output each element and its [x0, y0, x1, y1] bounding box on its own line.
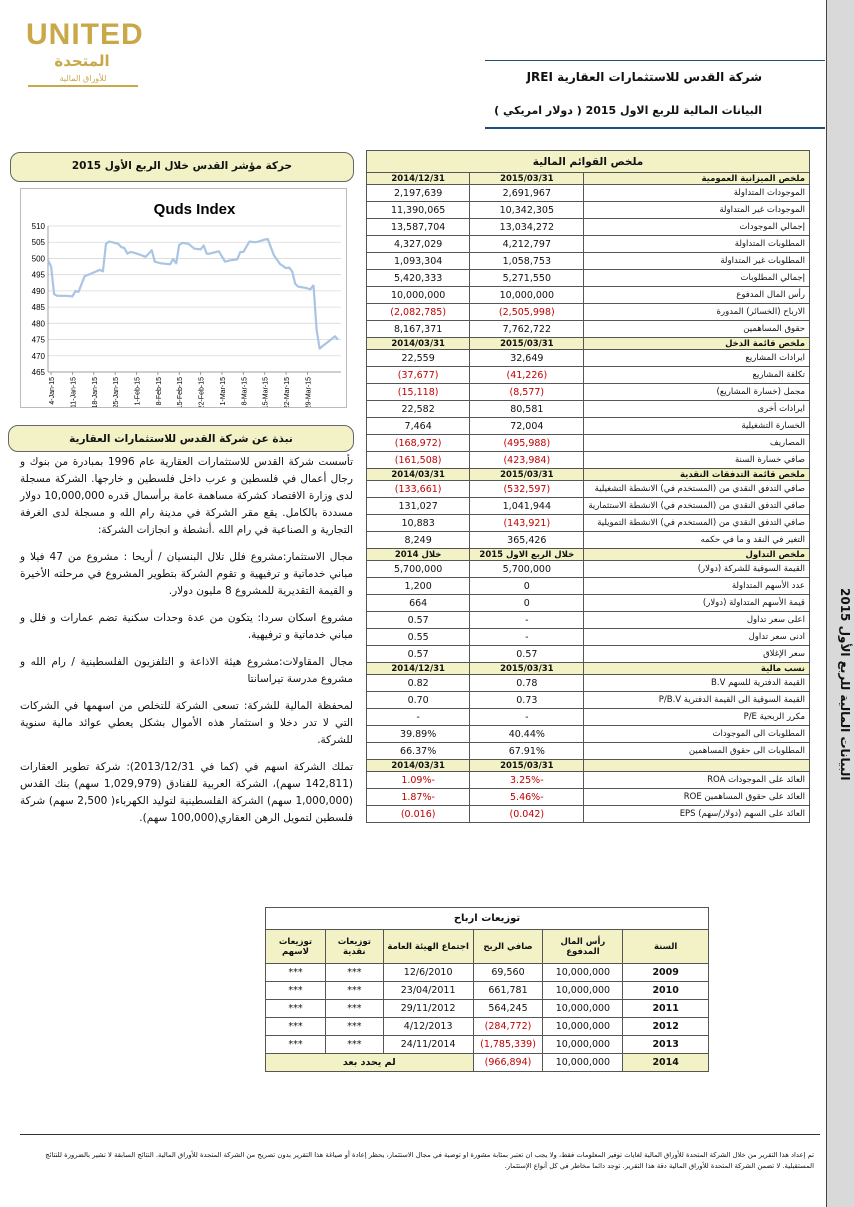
summary-block-header: [367, 760, 810, 772]
row-label: سعر الإغلاق: [584, 646, 810, 663]
block-col-previous: 2014/03/31: [367, 338, 470, 350]
summary-row: [367, 253, 810, 270]
summary-row: [367, 726, 810, 743]
block-col-current: 2015/03/31: [470, 469, 584, 481]
x-tick-label: 29-Mar-15: [305, 377, 313, 407]
row-value-current: (2,505,998): [470, 304, 584, 321]
summary-row: [367, 692, 810, 709]
row-value-previous: 0.82: [367, 675, 470, 692]
block-col-previous: 2014/12/31: [367, 663, 470, 675]
dividend-meeting: 29/11/2012: [383, 1000, 473, 1018]
about-contracting: مجال المقاولات:مشروع هيئة الاذاعة و التلفزيون الفلسطينية / رام الله و مشروع مدرسة تيراسانتا: [20, 656, 353, 685]
summary-row: [367, 304, 810, 321]
summary-row: [367, 481, 810, 498]
summary-row: [367, 401, 810, 418]
x-tick-label: 1-Mar-15: [219, 377, 227, 406]
summary-row: [367, 321, 810, 338]
dividend-year: 2010: [623, 982, 709, 1000]
summary-row: [367, 202, 810, 219]
row-label: الموجودات المتداولة: [584, 185, 810, 202]
summary-block-header: [367, 338, 810, 350]
row-label: قيمة الأسهم المتداولة (دولار): [584, 595, 810, 612]
row-label: صافي خسارة السنة: [584, 452, 810, 469]
row-label: عدد الأسهم المتداولة: [584, 578, 810, 595]
y-tick-label: 495: [31, 270, 45, 280]
row-value-previous: -1.87%: [367, 789, 470, 806]
row-value-previous: (0.016): [367, 806, 470, 823]
dividend-profit: 564,245: [473, 1000, 543, 1018]
dividend-cash: ***: [325, 982, 383, 1000]
row-label: رأس المال المدفوع: [584, 287, 810, 304]
row-label: تكلفة المشاريع: [584, 367, 810, 384]
summary-row: [367, 350, 810, 367]
summary-row: [367, 675, 810, 692]
dividends-body: [266, 964, 709, 1072]
row-label: القيمة السوقية للشركة (دولار): [584, 561, 810, 578]
row-value-current: (143,921): [470, 515, 584, 532]
row-value-previous: 0.55: [367, 629, 470, 646]
block-col-current: 2015/03/31: [470, 663, 584, 675]
summary-row: [367, 515, 810, 532]
row-value-current: (0.042): [470, 806, 584, 823]
row-value-previous: 0.57: [367, 612, 470, 629]
logo-wordmark: UNITED: [26, 18, 144, 51]
row-value-previous: 39.89%: [367, 726, 470, 743]
dividend-year: 2014: [623, 1054, 709, 1072]
summary-row: [367, 498, 810, 515]
x-tick-label: 8-Feb-15: [155, 377, 163, 406]
row-value-current: 5,700,000: [470, 561, 584, 578]
series-line: [48, 239, 314, 296]
summary-row: [367, 578, 810, 595]
dividend-row: [266, 982, 709, 1000]
summary-row: [367, 219, 810, 236]
dividend-stock: ***: [266, 1036, 326, 1054]
row-label: ادنى سعر تداول: [584, 629, 810, 646]
dividend-row-latest: [266, 1054, 709, 1072]
dividend-cash: ***: [325, 1018, 383, 1036]
dividend-cash: ***: [325, 1036, 383, 1054]
block-title: ملخص قائمة الدخل: [584, 338, 810, 350]
summary-block-header: [367, 663, 810, 675]
x-tick-label: 8-Mar-15: [241, 377, 249, 406]
x-tick-label: 22-Feb-15: [198, 377, 206, 407]
row-value-previous: 1,093,304: [367, 253, 470, 270]
footer-divider: [20, 1134, 820, 1135]
summary-block-header: [367, 469, 810, 481]
summary-row: [367, 743, 810, 760]
row-label: إجمالي الموجودات: [584, 219, 810, 236]
summary-row: [367, 789, 810, 806]
row-label: المصاريف: [584, 435, 810, 452]
dividend-meeting: 12/6/2010: [383, 964, 473, 982]
row-value-previous: 0.70: [367, 692, 470, 709]
row-value-current: 7,762,722: [470, 321, 584, 338]
y-tick-label: 480: [31, 319, 45, 329]
quds-index-chart: [20, 188, 347, 408]
x-tick-label: 15-Feb-15: [177, 377, 185, 407]
row-value-previous: (133,661): [367, 481, 470, 498]
x-tick-label: 15-Mar-15: [262, 377, 270, 407]
row-label: إجمالي المطلوبات: [584, 270, 810, 287]
row-label: المطلوبات الى الموجودات: [584, 726, 810, 743]
subtitle-divider: [485, 127, 825, 129]
row-value-current: 67.91%: [470, 743, 584, 760]
row-value-current: 10,000,000: [470, 287, 584, 304]
row-value-current: 10,342,305: [470, 202, 584, 219]
summary-body: [367, 173, 810, 823]
row-label: اعلى سعر تداول: [584, 612, 810, 629]
about-intro: تأسست شركة القدس للاستثمارات العقارية عام 1996 بمبادرة من بنوك و رجال أعمال في فلسطين و عرب داخل فلسطين و خارجها. الشركة مسجلة لدى وزارة الاقتصاد كشركة مساهمة عامة برأسمال قدره 10,000,000 دولار مسددة بالكامل. يقع مقر الشركة في مدينة رام الله و مسجلة لدى الغرفة التجارية و الصناعية في رام الله .أنشطة و انجازات الشركة:: [20, 456, 353, 536]
disclaimer-text: تم إعداد هذا التقرير من خلال الشركة المتحدة للأوراق المالية لغايات توفير المعلومات فقط، ولا يجب ان تعتبر بمثابة مشورة او توصية في مجال الاستثمار، يحظر إعادة أو صياغة هذا التقرير بدون تصريح من الشركة المتحدة للأوراق المالية. النتائج السابقة لا تشير بالضرورة للنتائج المستقبلية. لا تضمن الشركة المتحدة للأوراق المالية دقة هذا التقرير. توجد دائما مخاطر في كل أنواع الإستثمار.: [45, 1151, 814, 1170]
dividend-year: 2013: [623, 1036, 709, 1054]
block-col-current: 2015/03/31: [470, 338, 584, 350]
chart-svg: [21, 189, 346, 407]
block-col-current: خلال الربع الاول 2015: [470, 549, 584, 561]
about-holdings: تملك الشركة اسهم في (كما في 2013/12/31): شركة تطوير العقارات (142,811 سهم)، الشركة العربية للفنادق (1,029,979 سهم) بنك القدس (1,000,000 سهم) الشركة الفلسطينية لتوليد الكهرباء( 2,500 سهم) شركة فلسطين لتمويل الرهن العقاري(100,000 سهم).: [20, 761, 354, 824]
row-value-current: 0.57: [470, 646, 584, 663]
row-value-previous: (2,082,785): [367, 304, 470, 321]
row-value-current: (423,984): [470, 452, 584, 469]
row-value-current: 4,212,797: [470, 236, 584, 253]
dividend-row: [266, 1018, 709, 1036]
summary-row: [367, 532, 810, 549]
x-tick-label: 4-Jan-15: [49, 377, 57, 405]
dividend-profit: (966,894): [473, 1054, 543, 1072]
row-value-previous: 66.37%: [367, 743, 470, 760]
row-value-current: 80,581: [470, 401, 584, 418]
block-title: نسب مالية: [584, 663, 810, 675]
row-value-previous: 664: [367, 595, 470, 612]
row-value-previous: 4,327,029: [367, 236, 470, 253]
dividend-row: [266, 964, 709, 982]
y-tick-label: 510: [31, 222, 45, 231]
dividend-stock: ***: [266, 964, 326, 982]
y-tick-label: 485: [31, 303, 45, 313]
dividend-cash: ***: [325, 964, 383, 982]
row-value-previous: (37,677): [367, 367, 470, 384]
page-title: شركة القدس للاستثمارات العقارية JREI: [526, 70, 762, 84]
x-tick-label: 1-Feb-15: [134, 377, 142, 406]
summary-row: [367, 384, 810, 401]
dividend-cash: ***: [325, 1000, 383, 1018]
block-col-previous: 2014/03/31: [367, 760, 470, 772]
row-value-current: -3.25%: [470, 772, 584, 789]
summary-row: [367, 418, 810, 435]
chart-title: Quds Index: [153, 201, 236, 218]
row-label: الارباح (الخسائر) المدورة: [584, 304, 810, 321]
row-label: الموجودات غير المتداولة: [584, 202, 810, 219]
row-label: حقوق المساهمين: [584, 321, 810, 338]
series-line: [314, 285, 338, 349]
dividend-capital: 10,000,000: [543, 1036, 623, 1054]
summary-block-header: [367, 549, 810, 561]
row-label: التغير في النقد و ما في حكمه: [584, 532, 810, 549]
dividend-year: 2011: [623, 1000, 709, 1018]
row-label: صافي التدفق النقدي من (المستخدم في) الانشطة التشغيلية: [584, 481, 810, 498]
row-value-current: 40.44%: [470, 726, 584, 743]
block-title: ملخص الميزانية العمومية: [584, 173, 810, 185]
x-tick-label: 25-Jan-15: [113, 377, 121, 407]
row-value-current: 0.78: [470, 675, 584, 692]
dividend-capital: 10,000,000: [543, 1000, 623, 1018]
col-cash-dividends: توزيعات نقدية: [325, 930, 383, 964]
row-value-current: 365,426: [470, 532, 584, 549]
x-tick-label: 18-Jan-15: [91, 377, 99, 407]
chart-section-title: حركة مؤشر القدس خلال الربع الأول 2015: [10, 152, 354, 182]
row-value-current: (532,597): [470, 481, 584, 498]
row-value-previous: 5,700,000: [367, 561, 470, 578]
row-label: ايرادات المشاريع: [584, 350, 810, 367]
col-general-assembly: اجتماع الهيئة العامة: [383, 930, 473, 964]
company-logo: [18, 18, 144, 90]
x-tick-label: 11-Jan-15: [70, 377, 78, 407]
row-value-previous: (168,972): [367, 435, 470, 452]
row-value-previous: 10,883: [367, 515, 470, 532]
row-value-current: 32,649: [470, 350, 584, 367]
row-value-previous: 11,390,065: [367, 202, 470, 219]
row-label: القيمة الدفترية للسهم B.V: [584, 675, 810, 692]
row-label: صافي التدفق النقدي من (المستخدم في) الانشطة التمويلية: [584, 515, 810, 532]
y-tick-label: 500: [31, 254, 45, 264]
summary-row: [367, 806, 810, 823]
summary-row: [367, 270, 810, 287]
block-col-current: 2015/03/31: [470, 760, 584, 772]
row-value-previous: 8,167,371: [367, 321, 470, 338]
row-value-previous: 5,420,333: [367, 270, 470, 287]
dividend-pending: لم يحدد بعد: [266, 1054, 474, 1072]
about-portfolio: لمحفظة المالية للشركة: تسعى الشركة للتخلص من اسهمها في الشركات التي لا تدر دخلا و استثمار هذه الأموال بشكل يعطي عوائد مالية سنوية للشركة.: [20, 700, 353, 746]
row-value-current: -: [470, 709, 584, 726]
row-value-current: 1,058,753: [470, 253, 584, 270]
row-value-previous: (161,508): [367, 452, 470, 469]
row-value-previous: -: [367, 709, 470, 726]
row-value-current: 0: [470, 578, 584, 595]
y-tick-label: 470: [31, 351, 45, 361]
summary-row: [367, 287, 810, 304]
row-value-previous: 22,582: [367, 401, 470, 418]
row-label: مجمل (خسارة المشاريع): [584, 384, 810, 401]
row-value-current: -5.46%: [470, 789, 584, 806]
col-net-profit: صافي الربح: [473, 930, 543, 964]
row-value-current: 72,004: [470, 418, 584, 435]
side-vertical-title: البيانات المالية للربع الأول 2015: [838, 587, 852, 780]
row-label: العائد على السهم (دولار/سهم) EPS: [584, 806, 810, 823]
col-capital: رأس المال المدفوع: [543, 930, 623, 964]
row-label: المطلوبات الى حقوق المساهمين: [584, 743, 810, 760]
logo-subtitle: للأوراق المالية: [28, 74, 138, 87]
about-section-title: نبذة عن شركة القدس للاستثمارات العقارية: [8, 425, 354, 452]
row-value-current: 0: [470, 595, 584, 612]
col-stock-dividends: توزيعات لاسهم: [266, 930, 326, 964]
dividend-capital: 10,000,000: [543, 982, 623, 1000]
row-value-previous: 10,000,000: [367, 287, 470, 304]
dividend-profit: 661,781: [473, 982, 543, 1000]
row-value-previous: 2,197,639: [367, 185, 470, 202]
dividend-profit: (284,772): [473, 1018, 543, 1036]
row-value-previous: -1.09%: [367, 772, 470, 789]
summary-row: [367, 595, 810, 612]
dividend-year: 2012: [623, 1018, 709, 1036]
dividend-meeting: 4/12/2013: [383, 1018, 473, 1036]
summary-row: [367, 561, 810, 578]
row-label: القيمة السوقية الى القيمة الدفترية P/B.V: [584, 692, 810, 709]
dividends-title: توزيعات ارباح: [266, 908, 709, 930]
summary-row: [367, 629, 810, 646]
financial-summary-table: [366, 150, 810, 823]
row-value-current: (41,226): [470, 367, 584, 384]
row-value-current: 5,271,550: [470, 270, 584, 287]
summary-row: [367, 772, 810, 789]
row-value-previous: 1,200: [367, 578, 470, 595]
y-tick-label: 465: [31, 368, 45, 377]
summary-row: [367, 709, 810, 726]
dividend-stock: ***: [266, 1000, 326, 1018]
block-col-current: 2015/03/31: [470, 173, 584, 185]
row-label: الخسارة التشغيلية: [584, 418, 810, 435]
summary-block-header: [367, 173, 810, 185]
about-text: [20, 454, 353, 837]
about-housing: مشروع اسكان سردا: يتكون من عدة وحدات سكنية تضم عمارات و فلل و مباني خدماتية و ترفيهية.: [20, 612, 353, 641]
dividend-profit: 69,560: [473, 964, 543, 982]
dividend-capital: 10,000,000: [543, 1054, 623, 1072]
summary-row: [367, 612, 810, 629]
row-value-previous: 7,464: [367, 418, 470, 435]
summary-title: ملخص القوائم المالية: [367, 151, 810, 173]
row-value-current: 0.73: [470, 692, 584, 709]
row-value-current: (495,988): [470, 435, 584, 452]
row-value-current: 1,041,944: [470, 498, 584, 515]
dividend-meeting: 24/11/2014: [383, 1036, 473, 1054]
block-col-previous: 2014/03/31: [367, 469, 470, 481]
row-value-previous: 0.57: [367, 646, 470, 663]
dividend-row: [266, 1036, 709, 1054]
dividend-profit: (1,785,339): [473, 1036, 543, 1054]
x-tick-label: 22-Mar-15: [284, 377, 292, 407]
page-subtitle: البيانات المالية للربع الاول 2015 ( دولار امريكي ): [494, 104, 762, 117]
y-tick-label: 505: [31, 238, 45, 248]
summary-row: [367, 435, 810, 452]
row-value-current: 2,691,967: [470, 185, 584, 202]
block-title: ملخص التداول: [584, 549, 810, 561]
col-year: السنة: [623, 930, 709, 964]
dividends-table: [265, 907, 709, 1072]
dividend-meeting: 23/04/2011: [383, 982, 473, 1000]
row-value-current: -: [470, 612, 584, 629]
block-title: ملخص قائمة التدفقات النقدية: [584, 469, 810, 481]
row-value-current: -: [470, 629, 584, 646]
logo-arabic: المتحدة: [54, 52, 110, 70]
summary-row: [367, 236, 810, 253]
dividend-stock: ***: [266, 982, 326, 1000]
dividend-capital: 10,000,000: [543, 1018, 623, 1036]
row-label: ايرادات أخرى: [584, 401, 810, 418]
dividend-row: [266, 1000, 709, 1018]
summary-row: [367, 185, 810, 202]
header-divider: [485, 60, 825, 61]
row-value-previous: 8,249: [367, 532, 470, 549]
dividend-year: 2009: [623, 964, 709, 982]
block-col-previous: خلال 2014: [367, 549, 470, 561]
row-value-previous: 22,559: [367, 350, 470, 367]
row-value-current: 13,034,272: [470, 219, 584, 236]
row-value-previous: 13,587,704: [367, 219, 470, 236]
row-label: العائد على الموجودات ROA: [584, 772, 810, 789]
dividend-stock: ***: [266, 1018, 326, 1036]
y-tick-label: 490: [31, 286, 45, 296]
block-col-previous: 2014/12/31: [367, 173, 470, 185]
row-label: المطلوبات المتداولة: [584, 236, 810, 253]
row-value-previous: (15,118): [367, 384, 470, 401]
row-label: المطلوبات غير المتداولة: [584, 253, 810, 270]
row-value-previous: 131,027: [367, 498, 470, 515]
about-investment: مجال الاستثمار:مشروع فلل تلال البنسيان / أريحا : مشروع من 47 فيلا و مباني خدماتية و ترفيهية و تقوم الشركة بتطوير المشروع في مرحلته الأخيرة و القيمة التقديرية للمشروع 8 مليون دولار.: [20, 551, 354, 597]
row-label: مكرر الربحية P/E: [584, 709, 810, 726]
row-value-current: (8,577): [470, 384, 584, 401]
dividend-capital: 10,000,000: [543, 964, 623, 982]
block-title: [584, 760, 810, 772]
summary-row: [367, 452, 810, 469]
summary-row: [367, 646, 810, 663]
summary-row: [367, 367, 810, 384]
y-tick-label: 475: [31, 335, 45, 345]
row-label: صافي التدفق النقدي من (المستخدم في) الانشطة الاستثمارية: [584, 498, 810, 515]
row-label: العائد على حقوق المساهمين ROE: [584, 789, 810, 806]
